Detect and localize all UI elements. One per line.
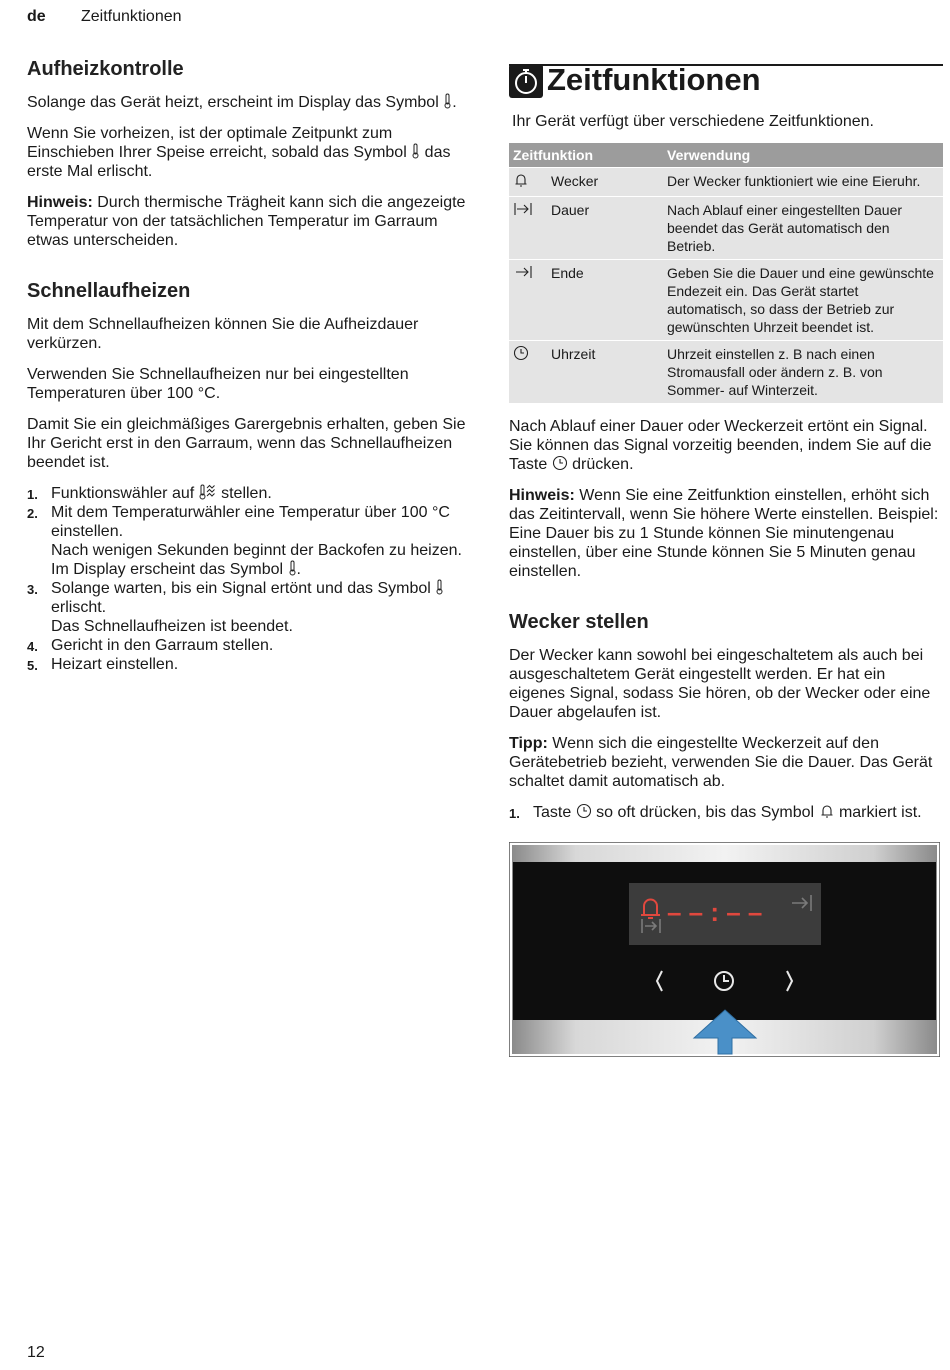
table-header-row (509, 143, 943, 168)
aufheiz-paragraph-1: Solange das Gerät heizt, erscheint im Display das Symbol . (27, 94, 457, 111)
oven-control-panel-illustration (509, 842, 940, 1057)
display-time: – – : – – (667, 897, 763, 927)
fast-heat-icon (199, 484, 217, 500)
schnell-paragraph-1: Mit dem Schnellaufheizen können Sie die Aufheizdauer verkürzen. (27, 316, 419, 352)
page-header (27, 8, 182, 26)
right-column (509, 58, 943, 1057)
column-header-zeitfunktion: Zeitfunktion (509, 143, 663, 168)
bell-icon (513, 172, 529, 188)
list-item: 1. Funktionswähler auf stellen. (27, 485, 272, 502)
duration-icon (513, 201, 533, 217)
zeitfunktionen-title-block (509, 58, 943, 98)
clock-icon (552, 455, 568, 471)
clock-icon (576, 803, 592, 819)
schnellaufheizen-heading: Schnellaufheizen (27, 280, 191, 302)
aufheiz-paragraph-2: Wenn Sie vorheizen, ist der optimale Zeitpunkt zum Einschieben Ihrer Speise erreicht, sobald das Symbol das erste Mal erlischt. (27, 125, 451, 180)
stopwatch-icon (509, 64, 543, 98)
wecker-paragraph: Der Wecker kann sowohl bei eingeschaltetem als auch bei ausgeschaltetem Gerät eingestellt werden. Er hat ein eigenes Signal, sodass Sie hören, ob der Wecker oder eine Dauer abgelaufen ist. (509, 647, 931, 721)
page-title: Zeitfunktionen (547, 62, 761, 97)
page-number: 12 (27, 1344, 45, 1361)
signal-paragraph: Nach Ablauf einer Dauer oder Weckerzeit ertönt ein Signal. Sie können das Signal vorzeitig beenden, indem Sie auf die Taste drücken. (509, 418, 932, 473)
language-tag: de (27, 8, 46, 25)
table-row: Dauer Nach Ablauf einer eingestellten Dauer beendet das Gerät automatisch den Betrieb. (509, 197, 943, 260)
aufheizkontrolle-heading: Aufheizkontrolle (27, 58, 184, 80)
list-item: 4. Gericht in den Garraum stellen. (27, 637, 274, 654)
bell-icon (819, 803, 835, 819)
aufheiz-hint: Hinweis: Durch thermische Trägheit kann sich die angezeigte Temperatur von der tatsächlichen Temperatur im Garraum etwas unterscheiden. (27, 194, 466, 249)
column-header-verwendung: Verwendung (663, 143, 943, 168)
wecker-tip: Tipp: Wenn sich die eingestellte Weckerzeit auf den Gerätebetrieb bezieht, verwenden Sie die Dauer. Das Gerät schaltet damit automatisch ab. (509, 735, 933, 790)
table-row: Wecker Der Wecker funktioniert wie eine Eieruhr. (509, 168, 943, 197)
zeit-hint: Hinweis: Wenn Sie eine Zeitfunktion einstellen, erhöht sich das Zeitintervall, wenn Sie höhere Werte einstellen. Beispiel: Eine Dauer bis zu 1 Stunde können Sie minutengenau einstellen, über eine Stunde können Sie 5 Minuten genau einstellen. (509, 487, 939, 580)
clock-icon (513, 345, 529, 361)
schnell-paragraph-3: Damit Sie ein gleichmäßiges Garergebnis erhalten, geben Sie Ihr Gericht erst in den Garraum, wenn das Schnellaufheizen beendet ist. (27, 416, 466, 471)
schnell-steps (27, 484, 467, 674)
end-icon (513, 264, 533, 280)
thermometer-icon (288, 560, 297, 576)
zeitfunktionen-table (509, 143, 943, 403)
header-section: Zeitfunktionen (81, 8, 182, 25)
list-item: 5. Heizart einstellen. (27, 656, 179, 673)
intro-text: Ihr Gerät verfügt über verschiedene Zeitfunktionen. (512, 113, 874, 130)
thermometer-icon (435, 579, 444, 595)
wecker-steps (509, 803, 943, 822)
table-row: Uhrzeit Uhrzeit einstellen z. B nach einen Stromausfall oder ändern z. B. von Sommer- auf Winterzeit. (509, 341, 943, 404)
table-row: Ende Geben Sie die Dauer und eine gewünschte Endezeit ein. Das Gerät startet automatisch, so dass der Betrieb zur gewünschten Uhrzeit beendet ist. (509, 260, 943, 341)
list-item: 3. Solange warten, bis ein Signal ertönt und das Symbol erlischt. Das Schnellaufheizen ist beendet. (27, 579, 467, 636)
schnell-paragraph-2: Verwenden Sie Schnellaufheizen nur bei eingestellten Temperaturen über 100 °C. (27, 366, 409, 402)
wecker-stellen-heading: Wecker stellen (509, 611, 649, 633)
left-column (27, 58, 467, 674)
list-item: 1. Taste so oft drücken, bis das Symbol markiert ist. (509, 804, 922, 821)
list-item: 2. Mit dem Temperaturwähler eine Temperatur über 100 °C einstellen. Nach wenigen Sekunden beginnt der Backofen zu heizen. Im Display erscheint das Symbol . (27, 504, 462, 578)
thermometer-icon (411, 143, 420, 159)
thermometer-icon (443, 93, 452, 109)
